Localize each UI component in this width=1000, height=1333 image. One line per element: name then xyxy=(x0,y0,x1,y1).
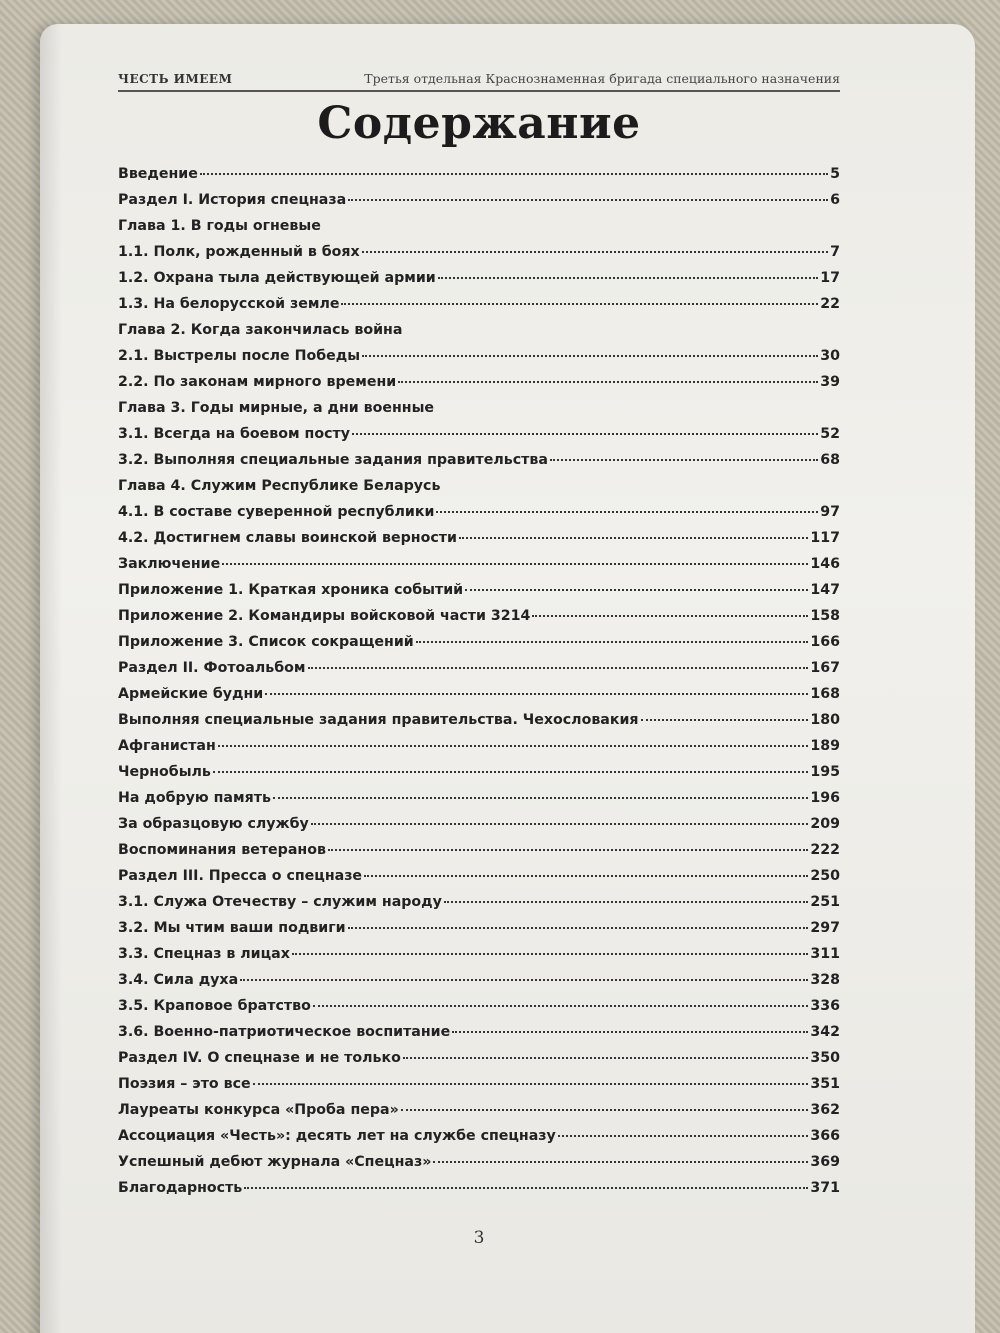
toc-dot-leader xyxy=(308,666,809,669)
toc-entry xyxy=(118,166,840,192)
toc-entry-page: 30 xyxy=(820,348,840,364)
toc-entry-label: 1.3. На белорусской земле xyxy=(118,296,340,312)
toc-entry xyxy=(118,530,840,556)
toc-entry-label: Раздел II. Фотоальбом xyxy=(118,660,306,676)
toc-entry-label: Приложение 1. Краткая хроника событий xyxy=(118,582,464,598)
toc-dot-leader xyxy=(364,874,808,877)
toc-entry xyxy=(118,712,840,738)
toc-entry xyxy=(118,426,840,452)
toc-dot-leader xyxy=(550,458,818,461)
toc-entry-page: 158 xyxy=(810,608,840,624)
toc-entry xyxy=(118,816,840,842)
toc-dot-leader xyxy=(240,978,808,981)
toc-dot-leader xyxy=(328,848,808,851)
toc-entry-page: 17 xyxy=(820,270,840,286)
toc-dot-leader xyxy=(416,640,809,643)
toc-entry-page: 342 xyxy=(810,1024,840,1040)
toc-entry-label: Раздел III. Пресса о спецназе xyxy=(118,868,363,884)
toc-entry-label: Глава 4. Служим Республике Беларусь xyxy=(118,478,441,494)
toc-entry xyxy=(118,868,840,894)
toc-entry-page: 251 xyxy=(810,894,840,910)
toc-entry xyxy=(118,296,840,322)
toc-entry-label: 1.2. Охрана тыла действующей армии xyxy=(118,270,436,286)
toc-entry-page: 167 xyxy=(810,660,840,676)
toc-entry-page: 366 xyxy=(810,1128,840,1144)
toc-entry xyxy=(118,660,840,686)
toc-dot-leader xyxy=(459,536,808,539)
toc-entry-label: 4.2. Достигнем славы воинской верности xyxy=(118,530,457,546)
toc-entry xyxy=(118,894,840,920)
toc-entry-label: Воспоминания ветеранов xyxy=(118,842,326,858)
toc-dot-leader xyxy=(292,952,809,955)
toc-entry-label: 3.1. Всегда на боевом посту xyxy=(118,426,350,442)
toc-dot-leader xyxy=(244,1186,808,1189)
toc-dot-leader xyxy=(401,1108,809,1111)
toc-entry xyxy=(118,634,840,660)
toc-entry-label: Глава 2. Когда закончилась война xyxy=(118,322,403,338)
toc-entry-page: 350 xyxy=(810,1050,840,1066)
toc-entry-page: 5 xyxy=(830,166,840,182)
toc-entry-label: 3.1. Служа Отечеству – служим народу xyxy=(118,894,442,910)
toc-entry xyxy=(118,738,840,764)
toc-entry-page: 369 xyxy=(810,1154,840,1170)
toc-entry-page: 195 xyxy=(810,764,840,780)
toc-entry xyxy=(118,764,840,790)
toc-dot-leader xyxy=(362,354,818,357)
toc-dot-leader xyxy=(352,432,818,435)
toc-entry-page: 311 xyxy=(810,946,840,962)
toc-entry-label: Раздел I. История спецназа xyxy=(118,192,347,208)
toc-entry-label: На добрую память xyxy=(118,790,271,806)
toc-dot-leader xyxy=(436,510,818,513)
toc-entry-label: Благодарность xyxy=(118,1180,243,1196)
toc-entry-label: За образцовую службу xyxy=(118,816,309,832)
toc-entry-page: 196 xyxy=(810,790,840,806)
toc-entry-page: 68 xyxy=(820,452,840,468)
toc-entry xyxy=(118,920,840,946)
toc-dot-leader xyxy=(213,770,808,773)
toc-entry-label: 3.2. Выполняя специальные задания правительства xyxy=(118,452,548,468)
toc-dot-leader xyxy=(641,718,809,721)
page-fold-shadow xyxy=(40,24,62,1333)
toc-entry-label: Успешный дебют журнала «Спецназ» xyxy=(118,1154,432,1170)
header-subtitle: Третья отдельная Краснознаменная бригада специального назначения xyxy=(364,71,840,86)
toc-entry-label: Ассоциация «Честь»: десять лет на службе спецназу xyxy=(118,1128,556,1144)
toc-entry xyxy=(118,400,840,426)
toc-entry xyxy=(118,1154,840,1180)
toc-entry-label: Афганистан xyxy=(118,738,216,754)
toc-entry xyxy=(118,972,840,998)
toc-entry-page: 371 xyxy=(810,1180,840,1196)
header-book-title: ЧЕСТЬ ИМЕЕМ xyxy=(118,72,233,86)
toc-entry xyxy=(118,946,840,972)
toc-entry-page: 351 xyxy=(810,1076,840,1092)
toc-entry xyxy=(118,582,840,608)
toc-dot-leader xyxy=(436,408,838,409)
toc-entry-page: 222 xyxy=(810,842,840,858)
toc-dot-leader xyxy=(398,380,818,383)
toc-entry-label: Чернобыль xyxy=(118,764,211,780)
toc-entry-label: 4.1. В составе суверенной республики xyxy=(118,504,435,520)
toc-entry-page: 39 xyxy=(820,374,840,390)
toc-dot-leader xyxy=(403,1056,809,1059)
toc-entry xyxy=(118,790,840,816)
toc-dot-leader xyxy=(404,330,838,331)
toc-entry-label: 2.2. По законам мирного времени xyxy=(118,374,397,390)
running-header xyxy=(118,60,840,92)
toc-entry-page: 146 xyxy=(810,556,840,572)
toc-entry-page: 250 xyxy=(810,868,840,884)
toc-entry xyxy=(118,478,840,504)
toc-dot-leader xyxy=(438,276,819,279)
toc-entry-label: 3.6. Военно-патриотическое воспитание xyxy=(118,1024,451,1040)
toc-entry-page: 168 xyxy=(810,686,840,702)
toc-entry xyxy=(118,322,840,348)
toc-entry xyxy=(118,556,840,582)
toc-entry-label: Введение xyxy=(118,166,198,182)
toc-dot-leader xyxy=(313,1004,809,1007)
toc-entry-page: 328 xyxy=(810,972,840,988)
toc-entry xyxy=(118,374,840,400)
toc-entry-page: 362 xyxy=(810,1102,840,1118)
toc-entry xyxy=(118,218,840,244)
toc-dot-leader xyxy=(465,588,808,591)
toc-entry xyxy=(118,842,840,868)
toc-entry-page: 22 xyxy=(820,296,840,312)
toc-entry xyxy=(118,1180,840,1206)
toc-entry-label: Приложение 3. Список сокращений xyxy=(118,634,414,650)
toc-entry-label: 3.4. Сила духа xyxy=(118,972,239,988)
toc-entry-page: 52 xyxy=(820,426,840,442)
toc-entry-label: Лауреаты конкурса «Проба пера» xyxy=(118,1102,399,1118)
toc-entry-label: Выполняя специальные задания правительства. Чехословакия xyxy=(118,712,639,728)
toc-entry xyxy=(118,608,840,634)
toc-dot-leader xyxy=(265,692,808,695)
toc-entry-page: 97 xyxy=(820,504,840,520)
toc-entry-label: Приложение 2. Командиры войсковой части 3214 xyxy=(118,608,531,624)
toc-entry-label: 2.1. Выстрелы после Победы xyxy=(118,348,361,364)
toc-entry xyxy=(118,1102,840,1128)
toc-dot-leader xyxy=(452,1030,808,1033)
toc-entry-label: Глава 3. Годы мирные, а дни военные xyxy=(118,400,435,416)
toc-entry xyxy=(118,452,840,478)
page-title: Содержание xyxy=(317,98,641,149)
toc-dot-leader xyxy=(442,486,838,487)
toc-dot-leader xyxy=(558,1134,809,1137)
toc-entry xyxy=(118,504,840,530)
toc-dot-leader xyxy=(433,1160,808,1163)
toc-dot-leader xyxy=(311,822,809,825)
toc-dot-leader xyxy=(200,172,828,175)
table-of-contents xyxy=(118,166,840,1206)
toc-entry xyxy=(118,270,840,296)
toc-entry-page: 297 xyxy=(810,920,840,936)
toc-dot-leader xyxy=(273,796,808,799)
toc-entry xyxy=(118,998,840,1024)
toc-entry xyxy=(118,244,840,270)
toc-entry-label: 3.2. Мы чтим ваши подвиги xyxy=(118,920,346,936)
toc-entry xyxy=(118,1050,840,1076)
page-number: 3 xyxy=(473,1228,485,1248)
toc-entry-page: 189 xyxy=(810,738,840,754)
toc-dot-leader xyxy=(253,1082,809,1085)
toc-dot-leader xyxy=(218,744,809,747)
toc-entry-label: Раздел IV. О спецназе и не только xyxy=(118,1050,401,1066)
toc-entry-page: 166 xyxy=(810,634,840,650)
toc-dot-leader xyxy=(444,900,809,903)
toc-entry-page: 7 xyxy=(830,244,840,260)
toc-entry-page: 117 xyxy=(810,530,840,546)
toc-dot-leader xyxy=(323,226,838,227)
toc-entry xyxy=(118,686,840,712)
toc-entry-page: 180 xyxy=(810,712,840,728)
toc-entry-page: 209 xyxy=(810,816,840,832)
toc-entry-page: 336 xyxy=(810,998,840,1014)
toc-dot-leader xyxy=(362,250,828,253)
toc-dot-leader xyxy=(348,926,809,929)
toc-entry xyxy=(118,1024,840,1050)
toc-entry xyxy=(118,1128,840,1154)
toc-dot-leader xyxy=(222,562,808,565)
toc-entry xyxy=(118,192,840,218)
toc-dot-leader xyxy=(341,302,818,305)
toc-entry xyxy=(118,1076,840,1102)
toc-entry-label: Глава 1. В годы огневые xyxy=(118,218,321,234)
toc-entry-label: 1.1. Полк, рожденный в боях xyxy=(118,244,360,260)
toc-entry-label: Заключение xyxy=(118,556,221,572)
toc-entry-label: Поэзия – это все xyxy=(118,1076,251,1092)
toc-dot-leader xyxy=(532,614,808,617)
toc-dot-leader xyxy=(348,198,828,201)
toc-entry-label: 3.3. Спецназ в лицах xyxy=(118,946,290,962)
toc-entry-label: 3.5. Краповое братство xyxy=(118,998,311,1014)
toc-entry-page: 6 xyxy=(830,192,840,208)
toc-entry-label: Армейские будни xyxy=(118,686,264,702)
toc-entry-page: 147 xyxy=(810,582,840,598)
toc-entry xyxy=(118,348,840,374)
